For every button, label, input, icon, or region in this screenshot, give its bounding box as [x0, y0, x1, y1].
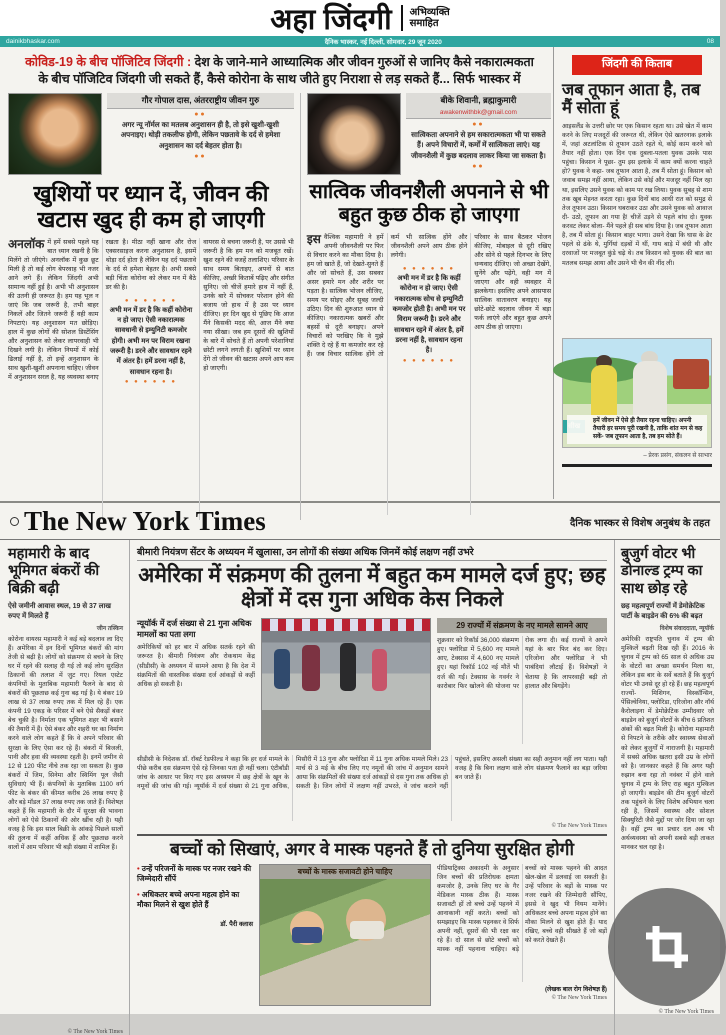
- article2-lead-word: इस: [306, 231, 321, 246]
- site-url: dainikbhaskar.com: [6, 38, 60, 45]
- photo-baby-mask: [292, 927, 322, 943]
- article1-pullquote: [108, 297, 195, 388]
- kicker-label: कोविड-19 के बीच पॉजिटिव जिंदगी :: [25, 55, 192, 69]
- gaur-gopal-das-photo: [8, 93, 102, 175]
- infection-right-body: शुक्रवार को रिकॉर्ड 36,000 संक्रमण हुए। फ्लोरिडा में 5,600 नए मामले आए, टेक्सास में 4,600 नए मामले हुए। यहां रिकॉर्ड 102 नई मौतें भी दर्ज की गईं। टेक्सास के गवर्नर ने कारोबार फिर खोलने की योजना पर रोक लगा दी। कई राज्यों ने अपने यहां के बार फिर बंद कर दिए। एरिजोना और फ्लोरिडा ने भी पाबंदियां लौटाई हैं। विशेषज्ञों ने चेताया है कि लापरवाही बढ़ी तो हालात और बिगड़ेंगे।: [437, 637, 607, 690]
- nyt-logo-dot-icon: [10, 517, 19, 526]
- infection-content-row: [137, 618, 607, 750]
- infection-headline: अमेरिका में संक्रमण की तुलना में बहुत कम मामले दर्ज हुए; छह क्षेत्रों में दस गुना अधिक केस निकले: [138, 564, 606, 612]
- infection-right-subcolumn: [437, 618, 607, 750]
- bunkers-body: कोरोना वायरस महामारी ने कई बड़े बदलाव ला दिए हैं। अमेरिका में इन दिनों भूमिगत बंकरों की मांग तेजी से बढ़ी है। लोगों को संक्रमण से बचने के लिए घर में रहने की सलाह दी गई तो कई लोग सुरक्षित ठिकानों की तलाश में जुट गए। रियल एस्टेट कंपनियों के मुताबिक महामारी फैलने के बाद से बंकरों की पूछताछ कई गुना बढ़ गई है। ये बंकर 19 लाख से 37 लाख रुपए तक में मिल रहे हैं। एक कंपनी 19 एकड़ के परिसर में बने ऐसे सैकड़ों बंकर बेच चुकी है। निर्माता एक भूमिगत शहर भी बसाने की तैयारी में हैं। ऐसे बंकर और शहरी घर का निर्माण करने वाले लोग कहते हैं कि वे अपने परिवार की सुरक्षा के लिए ऐसा कर रहे हैं। बंकरों में बिजली, पानी और हवा की व्यवस्था रहती है। इनमें जमीन से 12 से 120 फीट नीचे तक रहा जा सकता है। कुछ बंकरों में जिम, सिनेमा और स्विमिंग पूल जैसी सुविधाएं भी हैं। कंपनियों के मुताबिक 1100 वर्ग फीट के बंकर की कीमत करीब 26 लाख रुपए है और बड़े मॉडल 37 लाख रुपए तक जाते हैं। विशेषज्ञ कहते हैं कि महामारी के दौर में सुरक्षा की भावना लोगों को ऐसे ठिकानों की ओर खींच रही है। यही वजह है कि इस साल बिक्री के आंकड़े पिछले सालों की तुलना में कहीं अधिक हैं और पूछताछ करने वालों में आम परिवार भी बड़ी संख्या में शामिल हैं।: [8, 635, 123, 852]
- masthead-tagline: [410, 7, 450, 30]
- states-cases-bar: 29 राज्यों में संक्रमण के नए मामले सामने आए: [437, 618, 607, 633]
- article1-author: गौर गोपाल दास, अंतरराष्ट्रीय जीवन गुरु: [107, 93, 294, 109]
- section-kicker: [8, 51, 551, 93]
- article2-pullquote-text: अभी मन में डर है कि कहीं कोरोना न हो जाए। ऐसी नकारात्मक सोच से इम्युनिटी कमजोर होती है। अभी मन पर विराम जरूरी है। डरने और सावधान रहने में अंतर है, हमें डरना नहीं है, सावधान रहना है।: [392, 274, 466, 355]
- masthead: [0, 0, 720, 36]
- infection-left-subcolumn: [137, 618, 255, 750]
- article2-body: [307, 233, 551, 515]
- photo-pedestrian: [372, 649, 387, 691]
- masks-bullet: • उन्हें परिजनों के मास्क पर नजर रखने की जिम्मेदारी सौंपें: [137, 864, 253, 885]
- photo-awning: [262, 619, 430, 631]
- article2-author-name: बीके शिवानी, ब्रह्माकुमारी: [440, 94, 517, 105]
- article1-body-text2: वायरस से बचना जरूरी है, पर उससे भी जरूरी है कि हम मन को मजबूत रखें। खुश रहने की वजहें तलाशिए। परिवार के साथ समय बिताइए, अपनों से बात कीजिए, अच्छी किताबें पढ़िए और संगीत सुनिए। जो चीजें हमारे हाथ में नहीं हैं, उनके बारे में सोचकर परेशान होने की बजाय जो हाथ में है उस पर ध्यान दीजिए। हर दिन खुद से पूछिए कि आज मैंने किसकी मदद की, आज मैंने क्या नया सीखा। जब हम दूसरों की खुशियों के बारे में सोचते हैं तो अपनी परेशानियां छोटी लगने लगती हैं। खुशियों पर ध्यान देंगे तो जीवन की खटास अपने आप कम हो जाएगी।: [203, 238, 294, 372]
- article1-quote: अगर न्यू नॉर्मल का मतलब अनुशासन ही है, तो इसे खुशी-खुशी अपनाइए। थोड़ी तकलीफ होगी, लेकिन पछतावे के दर्द से हमेशा अनुशासन का दर्द बेहतर होता है।: [120, 119, 281, 150]
- article2-pullquote: [393, 265, 466, 366]
- article1-headline: खुशियों पर ध्यान दें, जीवन की खटास खुद ही कम हो जाएगी: [33, 180, 269, 232]
- article2-author: [406, 93, 551, 119]
- trump-byline: विशेष संवाददाता, न्यूयॉर्क: [659, 625, 714, 632]
- masks-bullets-column: [137, 864, 253, 1006]
- pullquote-dots: ● ● ● ● ● ●: [124, 379, 177, 386]
- bk-shivani-photo: [307, 93, 401, 175]
- life-book-tag: जिंदगी की किताब: [572, 55, 702, 75]
- article1-body: [8, 238, 294, 520]
- paper-title: अहा जिंदगी: [270, 3, 392, 36]
- article2-headline: सात्विक जीवनशैली अपनाने से भी बहुत कुछ ठीक हो जाएगा: [309, 180, 549, 227]
- infection-bottom-body: सीडीसी के निदेशक डॉ. रॉबर्ट रेडफील्ड ने कहा कि हर दर्ज मामले के पीछे करीब दस संक्रमण ऐसे रहे जिनका पता ही नहीं चला। एंटीबॉडी जांच के आधार पर किए गए इस अध्ययन में छह क्षेत्रों के खून के नमूनों की जांच की गई। न्यूयॉर्क में दर्ज संख्या से 21 गुना अधिक, मिसौरी में 13 गुना और फ्लोरिडा में 11 गुना अधिक मामले मिले। 23 मार्च से 3 मई के बीच लिए गए नमूनों की जांच में अनुमान सामने आया कि संक्रमितों की संख्या दर्ज आंकड़ों से दस गुना तक अधिक हो सकती है। जिन लोगों में लक्षण नहीं उभरते, वे जांच कराने नहीं पहुंचते, इसलिए असली संख्या का सही अनुमान नहीं लग पाता। यही वजह है कि बिना लक्षण वाले लोग संक्रमण फैलाने का बड़ा जरिया बन जाते हैं।: [137, 756, 607, 791]
- feature-section: [0, 47, 720, 499]
- masks-endnote: (लेखक बाल रोग विशेषज्ञ हैं): [544, 985, 607, 993]
- trump-headline: बुजुर्ग वोटर भी डोनाल्ड ट्रम्प का साथ छोड़ रहे: [621, 546, 703, 597]
- nyt-syndication-note: दैनिक भास्कर से विशेष अनुबंध के तहत: [569, 517, 710, 529]
- nyt-credit: © The New York Times: [551, 823, 607, 830]
- infection-kicker: बीमारी नियंत्रण सेंटर के अध्ययन में खुलासा, उन लोगों की संख्या अधिक जिनमें कोई लक्षण नहीं उभरे: [137, 545, 607, 561]
- photo-pedestrian: [340, 643, 356, 691]
- separator-dots: ●●: [194, 153, 207, 161]
- tagline-bottom: समाहित: [409, 18, 439, 29]
- crop-button[interactable]: [608, 888, 726, 1006]
- bunkers-subhead: ऐसे जमीनी आवास स्थल, 19 से 37 लाख रुपए में मिलते हैं: [8, 603, 112, 620]
- trump-body: अमेरिकी राष्ट्रपति चुनाव में ट्रम्प की मुश्किलें बढ़ती दिख रही हैं। 2016 के चुनाव में ट्रम्प को 65 साल से अधिक उम्र के वोटरों का अच्छा समर्थन मिला था, लेकिन इस बार के सर्वे बताते हैं कि बुजुर्ग वोटर भी उनसे दूर हो रहे हैं। छह महत्वपूर्ण राज्यों- मिशिगन, विस्कॉन्सिन, पेंसिल्वेनिया, फ्लोरिडा, एरिजोना और नॉर्थ कैरोलाइना में डेमोक्रेटिक उम्मीदवार जो बाइडेन को बुजुर्ग वोटरों के बीच 6 प्रतिशत अंकों की बढ़त मिली है। कोरोना महामारी से निपटने के तरीके और स्वास्थ्य सेवाओं को लेकर बुजुर्गों में नाराजगी है। महामारी में सबसे अधिक खतरा इसी उम्र के लोगों को है। जानकार कहते हैं कि अगर यही रुझान बना रहा तो नवंबर में होने वाले चुनाव में ट्रम्प के लिए राह बहुत मुश्किल हो जाएगी। बाइडेन की टीम बुजुर्ग वोटरों तक पहुंचने के लिए विशेष अभियान चला रही है, जिसमें स्वास्थ्य और सोशल सिक्युरिटी जैसे मुद्दों पर जोर दिया जा रहा है। वहीं ट्रम्प का प्रचार दल अब भी अर्थव्यवस्था को अपनी सबसे बड़ी ताकत मानकर चल रहा है।: [621, 635, 714, 852]
- life-book-headline: जब तूफान आता है, तब मैं सोता हूं: [562, 80, 701, 118]
- article2-header: [307, 93, 551, 175]
- article-bunkers: [0, 540, 130, 1035]
- nyt-masthead-title: The New York Times: [24, 506, 266, 536]
- edition-bar: [0, 36, 720, 47]
- article2-body-text2: परिवार के साथ बैठकर भोजन कीजिए, मोबाइल से दूरी रखिए और सोने से पहले दिनभर के लिए धन्यवाद दीजिए। जो अच्छा देखेंगे, सुनेंगे और पढ़ेंगे, वही मन में जाएगा और वही व्यवहार में झलकेगा। इसलिए अपने आसपास सात्विक वातावरण बनाइए। यह छोटे-छोटे बदलाव जीवन में बड़ा फर्क लाएंगे और बहुत कुछ अपने आप ठीक हो जाएगा।: [474, 233, 551, 331]
- life-book-credit: – प्रेरक प्रसंग, संकलन से साभार: [643, 452, 712, 459]
- article-kids-masks: [137, 834, 607, 1005]
- trump-subhead: छह महत्वपूर्ण राज्यों में डेमोक्रेटिक पार्टी के बाइडेन की 6% की बढ़त: [621, 603, 705, 620]
- article-gaur-gopal-das: [8, 93, 301, 520]
- pullquote-dots: ● ● ● ● ● ●: [402, 265, 455, 272]
- nyt-credit: © The New York Times: [551, 994, 607, 1001]
- feature-articles: [8, 93, 551, 520]
- infection-sub-body: अमेरिकियों को हर बार में अधिक सतर्क रहने की जरूरत है। बीमारी नियंत्रण और रोकथाम केंद्र (सीडीसी) के अध्ययन में सामने आया है कि देश में संक्रमितों की वास्तविक संख्या दर्ज आंकड़ों से कहीं अधिक हो सकती है।: [137, 644, 255, 688]
- kicker-text: देश के जाने-माने आध्यात्मिक और जीवन गुरुओं से जानिए कैसे नकारात्मकता के बीच पॉजिटिव जिंदगी जी सकते हैं, कैसे कोरोना के साथ जीते हुए निराशा से लड़ सकते हैं... सिर्फ भास्कर में: [38, 55, 534, 86]
- photo-pedestrian: [302, 645, 320, 691]
- pullquote-dots: ● ● ● ● ● ●: [402, 357, 455, 364]
- nyt-center-column: [130, 540, 614, 1035]
- street-scene-photo: [261, 618, 431, 750]
- separator-dots: ●●: [194, 110, 207, 118]
- masks-body: पीडियाट्रिक्स अकादमी के अनुसार जिन बच्चों की प्रतिरोधक क्षमता कमजोर है, उनके लिए घर के गैर मेडिकल मास्क ठीक हैं। मास्क सजावटी हों तो बच्चे उन्हें पहनने में आनाकानी नहीं करते। बच्चों को समझाइए कि मास्क पहनकर वे सिर्फ अपनी नहीं, दूसरों की भी रक्षा कर रहे हैं। दो साल से छोटे बच्चों को मास्क नहीं पहनाना चाहिए। बड़े बच्चों को मास्क पहनने की आदत खेल-खेल में डलवाई जा सकती है। उन्हें परिवार के बड़ों के मास्क पर नजर रखने की जिम्मेदारी सौंपिए, इससे वे खुद भी नियम मानेंगे। अधिकतर बच्चे अपना महत्व होने का मौका मिलने से खुश होते हैं। याद रखिए, बच्चे वही सीखते हैं जो बड़ों को करते देखते हैं।: [437, 864, 607, 954]
- column-end-rule: [562, 464, 712, 467]
- article1-pullquote-text: अभी मन में डर है कि कहीं कोरोना न हो जाए। ऐसी नकारात्मक सावधानी से इम्युनिटी कमजोर होगी। अभी मन पर विराम रखना जरूरी है। डरने और सावधान रहने में अंतर है। हमें डरना नहीं है, सावधान रहना है।: [109, 306, 193, 376]
- bunkers-byline: जीन तस्किन: [96, 625, 123, 632]
- bunkers-headline: महामारी के बाद भूमिगत बंकरों की बिक्री बढ़ी: [8, 546, 100, 597]
- seekh-caption: हमें जीवन में ऐसे ही तैयार रहना चाहिए। अपनी तैयारी हर समय पूरी रखनी है, ताकि शांत मन से कह सकें- जब तूफान आता है, तब हम सोते हैं।: [567, 415, 707, 444]
- article2-intro: [406, 93, 551, 175]
- masks-bullet: • अधिकतर बच्चे अपना महत्व होने का मौका मिलने से खुश होते हैं: [137, 890, 253, 911]
- masks-byline: डॉ. पैरी क्लास: [220, 921, 253, 929]
- masks-body-column: [437, 864, 607, 1006]
- nyt-credit: © The New York Times: [658, 1008, 714, 1015]
- article-bk-shivani: [301, 93, 551, 520]
- masks-headline: बच्चों को सिखाएं, अगर वे मास्क पहनते हैं तो दुनिया सुरक्षित होगी: [170, 839, 574, 860]
- photo-pedestrian: [274, 649, 290, 689]
- article1-intro: [107, 93, 294, 175]
- pullquote-dots: ● ● ● ● ● ●: [124, 297, 177, 304]
- photo-parent-mask: [350, 921, 384, 939]
- infection-bold-subhead: न्यूयॉर्क में दर्ज संख्या से 21 गुना अधिक मामलों का पता लगा: [137, 619, 252, 640]
- story-illustration: [562, 338, 712, 448]
- baby-mask-photo: [259, 864, 431, 1006]
- article2-quote: सात्विकता अपनाने से हम सकारात्मकता भी पा सकते हैं। अपने विचारों में, कर्मों में सात्विकता लाएं। यह जीवनशैली में कुछ बदलाव लाकर किया जा सकता है।: [410, 129, 546, 160]
- feature-main: [0, 47, 553, 499]
- page-number: 08: [706, 38, 714, 45]
- nyt-credit: © The New York Times: [67, 1028, 123, 1035]
- separator-dots: ●●: [472, 120, 485, 128]
- illustration-tractor: [673, 359, 709, 389]
- crop-icon: [640, 920, 694, 974]
- edition-dateline: दैनिक भास्कर, नई दिल्ली, सोमवार, 29 जून 2020: [324, 39, 442, 46]
- life-book-column: [553, 47, 720, 499]
- article1-header: [8, 93, 294, 175]
- article2-author-email: awakenwithbk@gmail.com: [439, 108, 517, 116]
- masks-content-row: [137, 864, 607, 1006]
- article2-body-text1: वैश्विक महामारी ने हमें अपनी जीवनशैली पर फिर से विचार करने का मौका दिया है। हम जो खाते हैं, जो देखते-सुनते हैं और जो सोचते हैं, उस सबका असर हमारे मन और शरीर पर पड़ता है। सात्विक भोजन लीजिए, समय पर सोइए और सुबह जल्दी उठिए। दिन की शुरुआत ध्यान से कीजिए। नकारात्मक खबरों और बहसों से दूरी बनाइए। अपने विचारों को परखिए कि वे मुझे शक्ति दे रहे हैं या कमजोर कर रहे हैं। जब विचार सात्विक होंगे तो कर्म भी सात्विक होंगे और जीवनशैली अपने आप ठीक होने लगेगी।: [306, 233, 468, 358]
- separator-dots: ●●: [472, 163, 485, 171]
- tagline-top: अभिव्यक्ति: [409, 6, 450, 18]
- life-book-body: आइसलैंड के उत्तरी छोर पर एक किसान रहता था। उसे खेत में काम करने के लिए मजदूरों की जरूरत थी, लेकिन ऐसे खतरनाक इलाके में, जहां अटलांटिक से तूफान उठते रहते थे, कोई काम करने को तैयार नहीं होता। एक दिन एक दुबला-पतला युवक उसके पास पहुंचा। किसान ने पूछा- तुम इस इलाके में काम क्यों करना चाहते हो? युवक ने कहा- जब तूफान आता है, तब मैं सोता हूं। किसान को जवाब समझ नहीं आया, लेकिन उसे कोई और मजदूर नहीं मिल रहा था, इसलिए उसने युवक को काम पर रख लिया। युवक सुबह से शाम तक खूब मेहनत करता रहा। कुछ दिनों बाद आधी रात को समुद्र से तेज तूफान उठा। किसान घबराकर उठा और उसने युवक को आवाज दी- उठो, तूफान आ गया है! चीजें उड़ने से पहले बांध दो। युवक करवट लेकर बोला- मैंने पहले ही सब बांध दिया है। जब तूफान आता है, तब मैं सोता हूं। किसान बाहर भागा। उसने देखा कि घास के ढेर पहले से ढंके थे, मुर्गियां दड़बों में थीं, गाय बाड़े में बंधी थी और दरवाजों पर मजबूत कुंडे चढ़े थे। तब किसान को युवक की बात का मतलब समझ आया और उसने भी चैन की नींद ली।: [562, 122, 712, 267]
- article1-body-text1: में हमें सबसे पहले यह बात ध्यान रखनी है कि मिलेंगे तो जीएंगे। अनलॉक में कुछ छूट मिली है तो कई लोग बेपरवाह भी नजर आने लगे हैं। लेकिन जिंदगी अभी सामान्य नहीं हुई है। अभी भी अनुशासन की उतनी ही जरूरत है। हम यह भूल न जाएं कि जब जरूरी है, तभी बाहर निकलें और जितने जरूरी हैं वही काम निपटाएं। यह अनुशासन मत छोड़िए। हाल में कुछ लोगों की सोशल डिस्टेंसिंग और अनुशासन को लेकर लापरवाही भी दिखने लगी है। लेकिन नियमों में कोई ढिलाई नहीं है, तो इन्हें अनुशासन के साथ खुशी-खुशी अपनाना चाहिए। जीवन में अनुशासन सरल है, यह व्यवस्था बनाए रखता है। मीठा नहीं खाना और रोज एक्सरसाइज करना अनुशासन है, इसमें थोड़ा दर्द होता है लेकिन यह दर्द पछतावे के दर्द से हमेशा बेहतर है। अभी सबसे बड़ी चिंता कोरोना को लेकर मन में बैठे डर की है।: [8, 238, 197, 381]
- article1-lead-word: अनलॉक: [8, 236, 45, 251]
- masks-photo-caption: बच्चों के मास्क सजावटी होने चाहिए: [260, 865, 430, 879]
- masthead-divider: [401, 5, 403, 31]
